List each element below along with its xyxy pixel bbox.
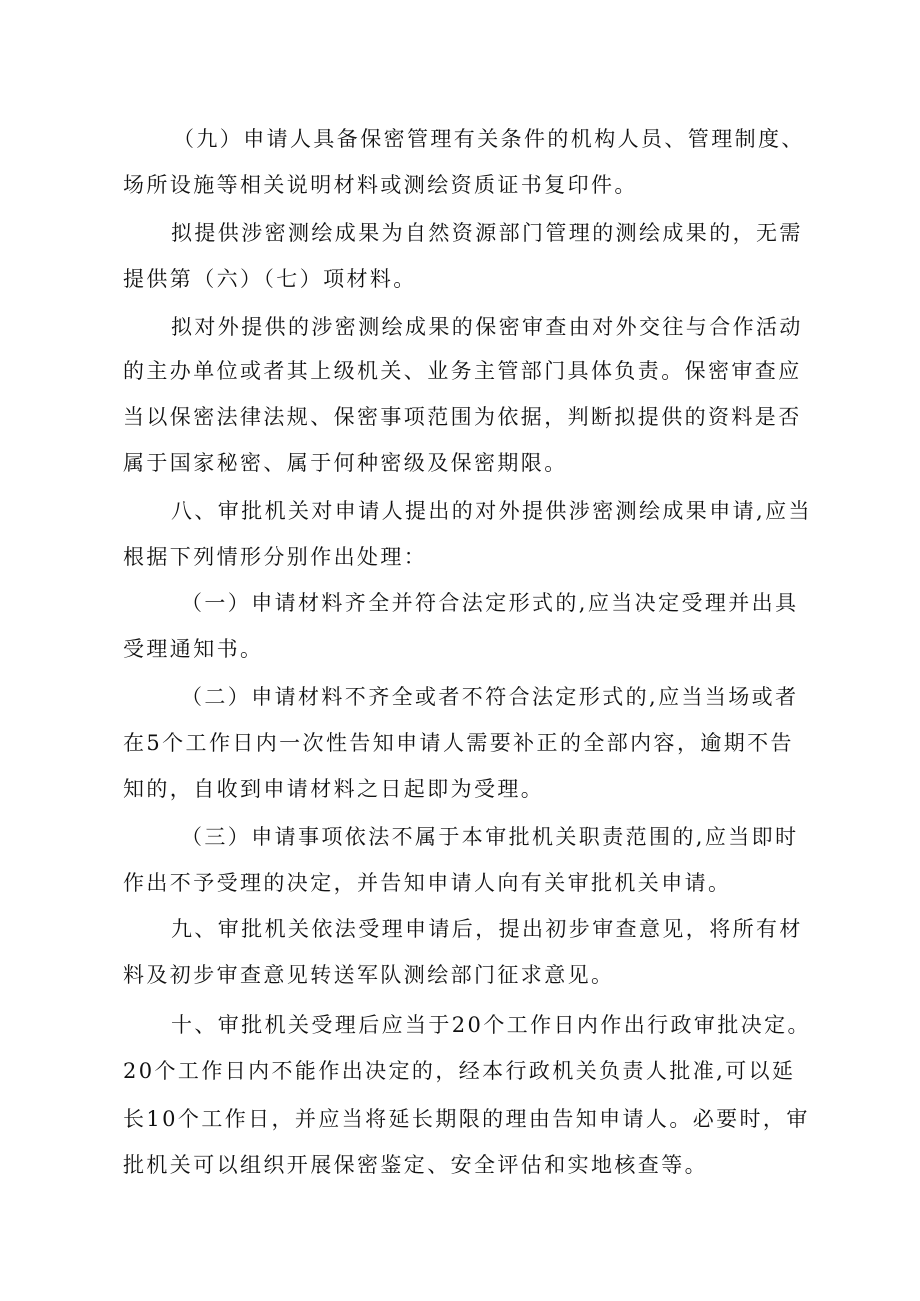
paragraph-line: （九）申请人具备保密管理有关条件的机构人员、管理制度、 (173, 127, 805, 151)
paragraph-line: 拟对外提供的涉密测绘成果的保密审查由对外交往与合作活动 (171, 315, 803, 339)
paragraph-line: 作出不予受理的决定，并告知申请人向有关审批机关申请。 (123, 871, 732, 895)
paragraph-line: 拟提供涉密测绘成果为自然资源部门管理的测绘成果的，无需 (171, 221, 803, 245)
paragraph-line: 料及初步审查意见转送军队测绘部门征求意见。 (123, 963, 615, 987)
paragraph-line: 受理通知书。 (123, 637, 264, 661)
paragraph-line: （二）申请材料不齐全或者不符合法定形式的,应当当场或者 (181, 685, 799, 709)
paragraph-line: 20个工作日内不能作出决定的，经本行政机关负责人批准,可以延 (123, 1059, 796, 1083)
paragraph-line: 知的，自收到申请材料之日起即为受理。 (123, 777, 545, 801)
paragraph-line: 属于国家秘密、属于何种密级及保密期限。 (123, 451, 568, 475)
paragraph-line: （一）申请材料齐全并符合法定形式的,应当决定受理并出具 (181, 591, 799, 615)
paragraph-line: 在5个工作日内一次性告知申请人需要补正的全部内容，逾期不告 (123, 731, 794, 755)
paragraph-line: 场所设施等相关说明材料或测绘资质证书复印件。 (123, 173, 638, 197)
paragraph-line: （三）申请事项依法不属于本审批机关职责范围的,应当即时 (181, 825, 799, 849)
paragraph-line: 批机关可以组织开展保密鉴定、安全评估和实地核查等。 (123, 1153, 708, 1177)
paragraph-line: 根据下列情形分别作出处理： (123, 545, 428, 569)
paragraph-line: 九、审批机关依法受理申请后，提出初步审查意见，将所有材 (171, 917, 803, 941)
paragraph-line: 提供第（六）（七）项材料。 (123, 267, 417, 291)
paragraph-line: 当以保密法律法规、保密事项范围为依据，判断拟提供的资料是否 (123, 405, 802, 429)
paragraph-line: 长10个工作日，并应当将延长期限的理由告知申请人。必要时，审 (123, 1107, 810, 1131)
paragraph-line: 的主办单位或者其上级机关、业务主管部门具体负责。保密审查应 (123, 359, 802, 383)
paragraph-line: 十、审批机关受理后应当于20个工作日内作出行政审批决定。 (171, 1013, 811, 1037)
paragraph-line: 八、审批机关对申请人提出的对外提供涉密测绘成果申请,应当 (171, 499, 812, 523)
